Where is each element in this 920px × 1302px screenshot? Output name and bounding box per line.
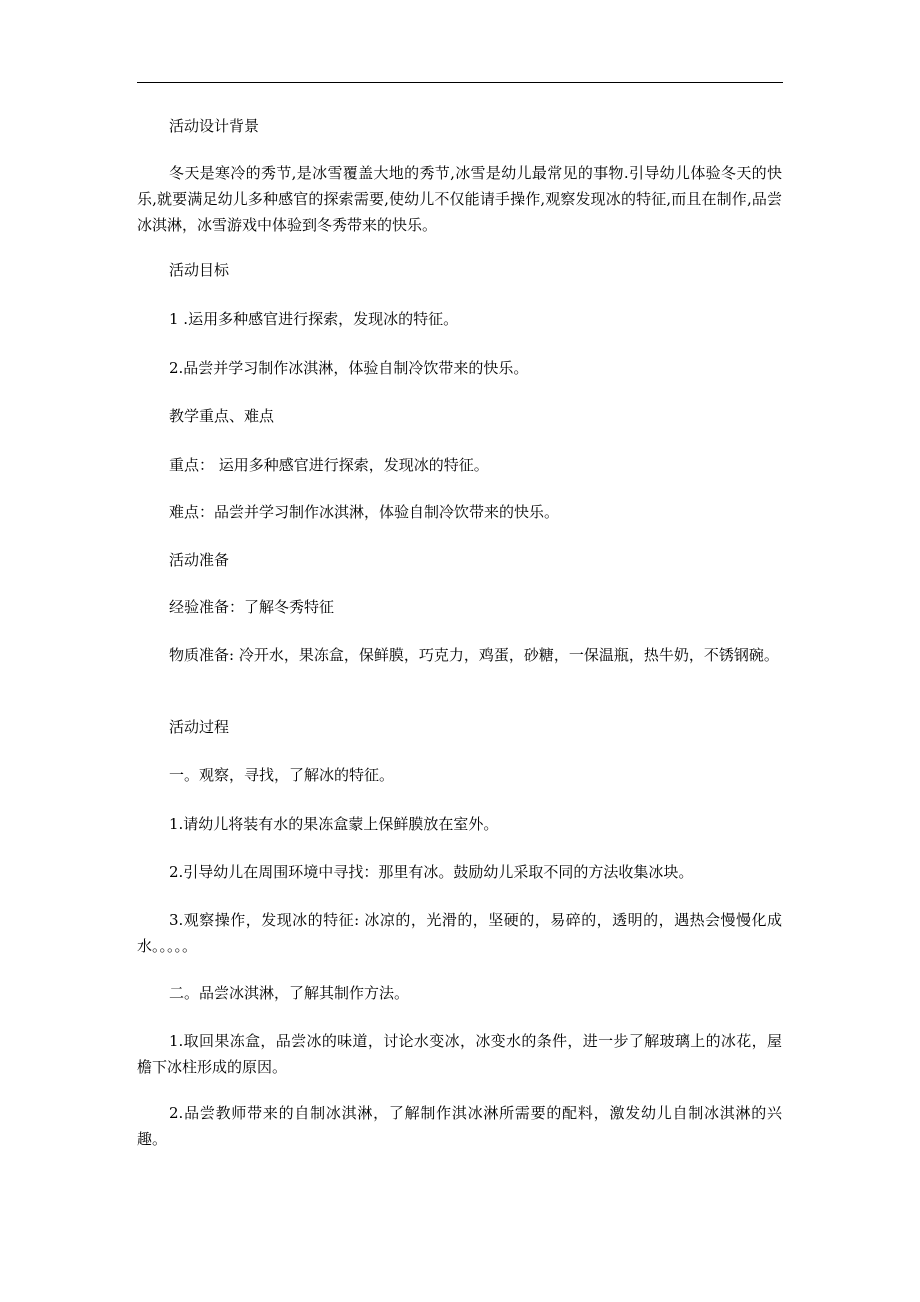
experience-preparation: 经验准备：了解冬秀特征 <box>169 598 335 616</box>
header-rule <box>137 82 783 83</box>
process-step-1-item-3: 3.观察操作，发现冰的特征: 冰凉的，光滑的，坚硬的，易碎的，透明的，遇热会慢慢化成水。。。。。 <box>137 911 782 955</box>
key-point-difficulty: 难点：品尝并学习制作冰淇淋，体验自制冷饮带来的快乐。 <box>169 503 560 521</box>
process-step-1-item-2: 2.引导幼儿在周围环境中寻找：那里有冰。鼓励幼儿采取不同的方法收集冰块。 <box>169 863 694 881</box>
process-step-2-item-2: 2.品尝教师带来的自制冰淇淋，了解制作淇冰淋所需要的配料，激发幼儿自制冰淇淋的兴趣。 <box>137 1104 782 1148</box>
goal-item-1: 1 .运用多种感官进行探索，发现冰的特征。 <box>169 310 459 328</box>
process-step-2-heading: 二。品尝冰淇淋，了解其制作方法。 <box>169 984 410 1002</box>
section-heading-background: 活动设计背景 <box>169 117 260 135</box>
section-heading-goals: 活动目标 <box>169 261 230 279</box>
section-heading-preparation: 活动准备 <box>169 551 230 569</box>
key-point-focus: 重点： 运用多种感官进行探索，发现冰的特征。 <box>169 456 489 474</box>
process-step-1-heading: 一。观察，寻找，了解冰的特征。 <box>169 766 395 784</box>
section-heading-process: 活动过程 <box>169 718 230 736</box>
process-step-1-item-1: 1.请幼儿将装有水的果冻盒蒙上保鲜膜放在室外。 <box>169 815 499 833</box>
goal-item-2: 2.品尝并学习制作冰淇淋，体验自制冷饮带来的快乐。 <box>169 359 529 377</box>
process-step-2-item-1: 1.取回果冻盒，品尝冰的味道，讨论水变冰，冰变水的条件，进一步了解玻璃上的冰花，屋檐下冰柱形成的原因。 <box>137 1032 782 1076</box>
background-paragraph: 冬天是寒冷的秀节,是冰雪覆盖大地的秀节,冰雪是幼儿最常见的事物.引导幼儿体验冬天的快乐,就要满足幼儿多种感官的探索需要,使幼儿不仅能请手操作,观察发现冰的特征,而且在制作,品尝冰淇淋，冰雪游戏中体验到冬秀带来的快乐。 <box>137 164 782 234</box>
section-heading-key-points: 教学重点、难点 <box>169 407 275 425</box>
material-preparation: 物质准备: 冷开水，果冻盒，保鲜膜，巧克力，鸡蛋，砂糖，一保温瓶，热牛奶，不锈钢碗。 <box>169 646 779 664</box>
